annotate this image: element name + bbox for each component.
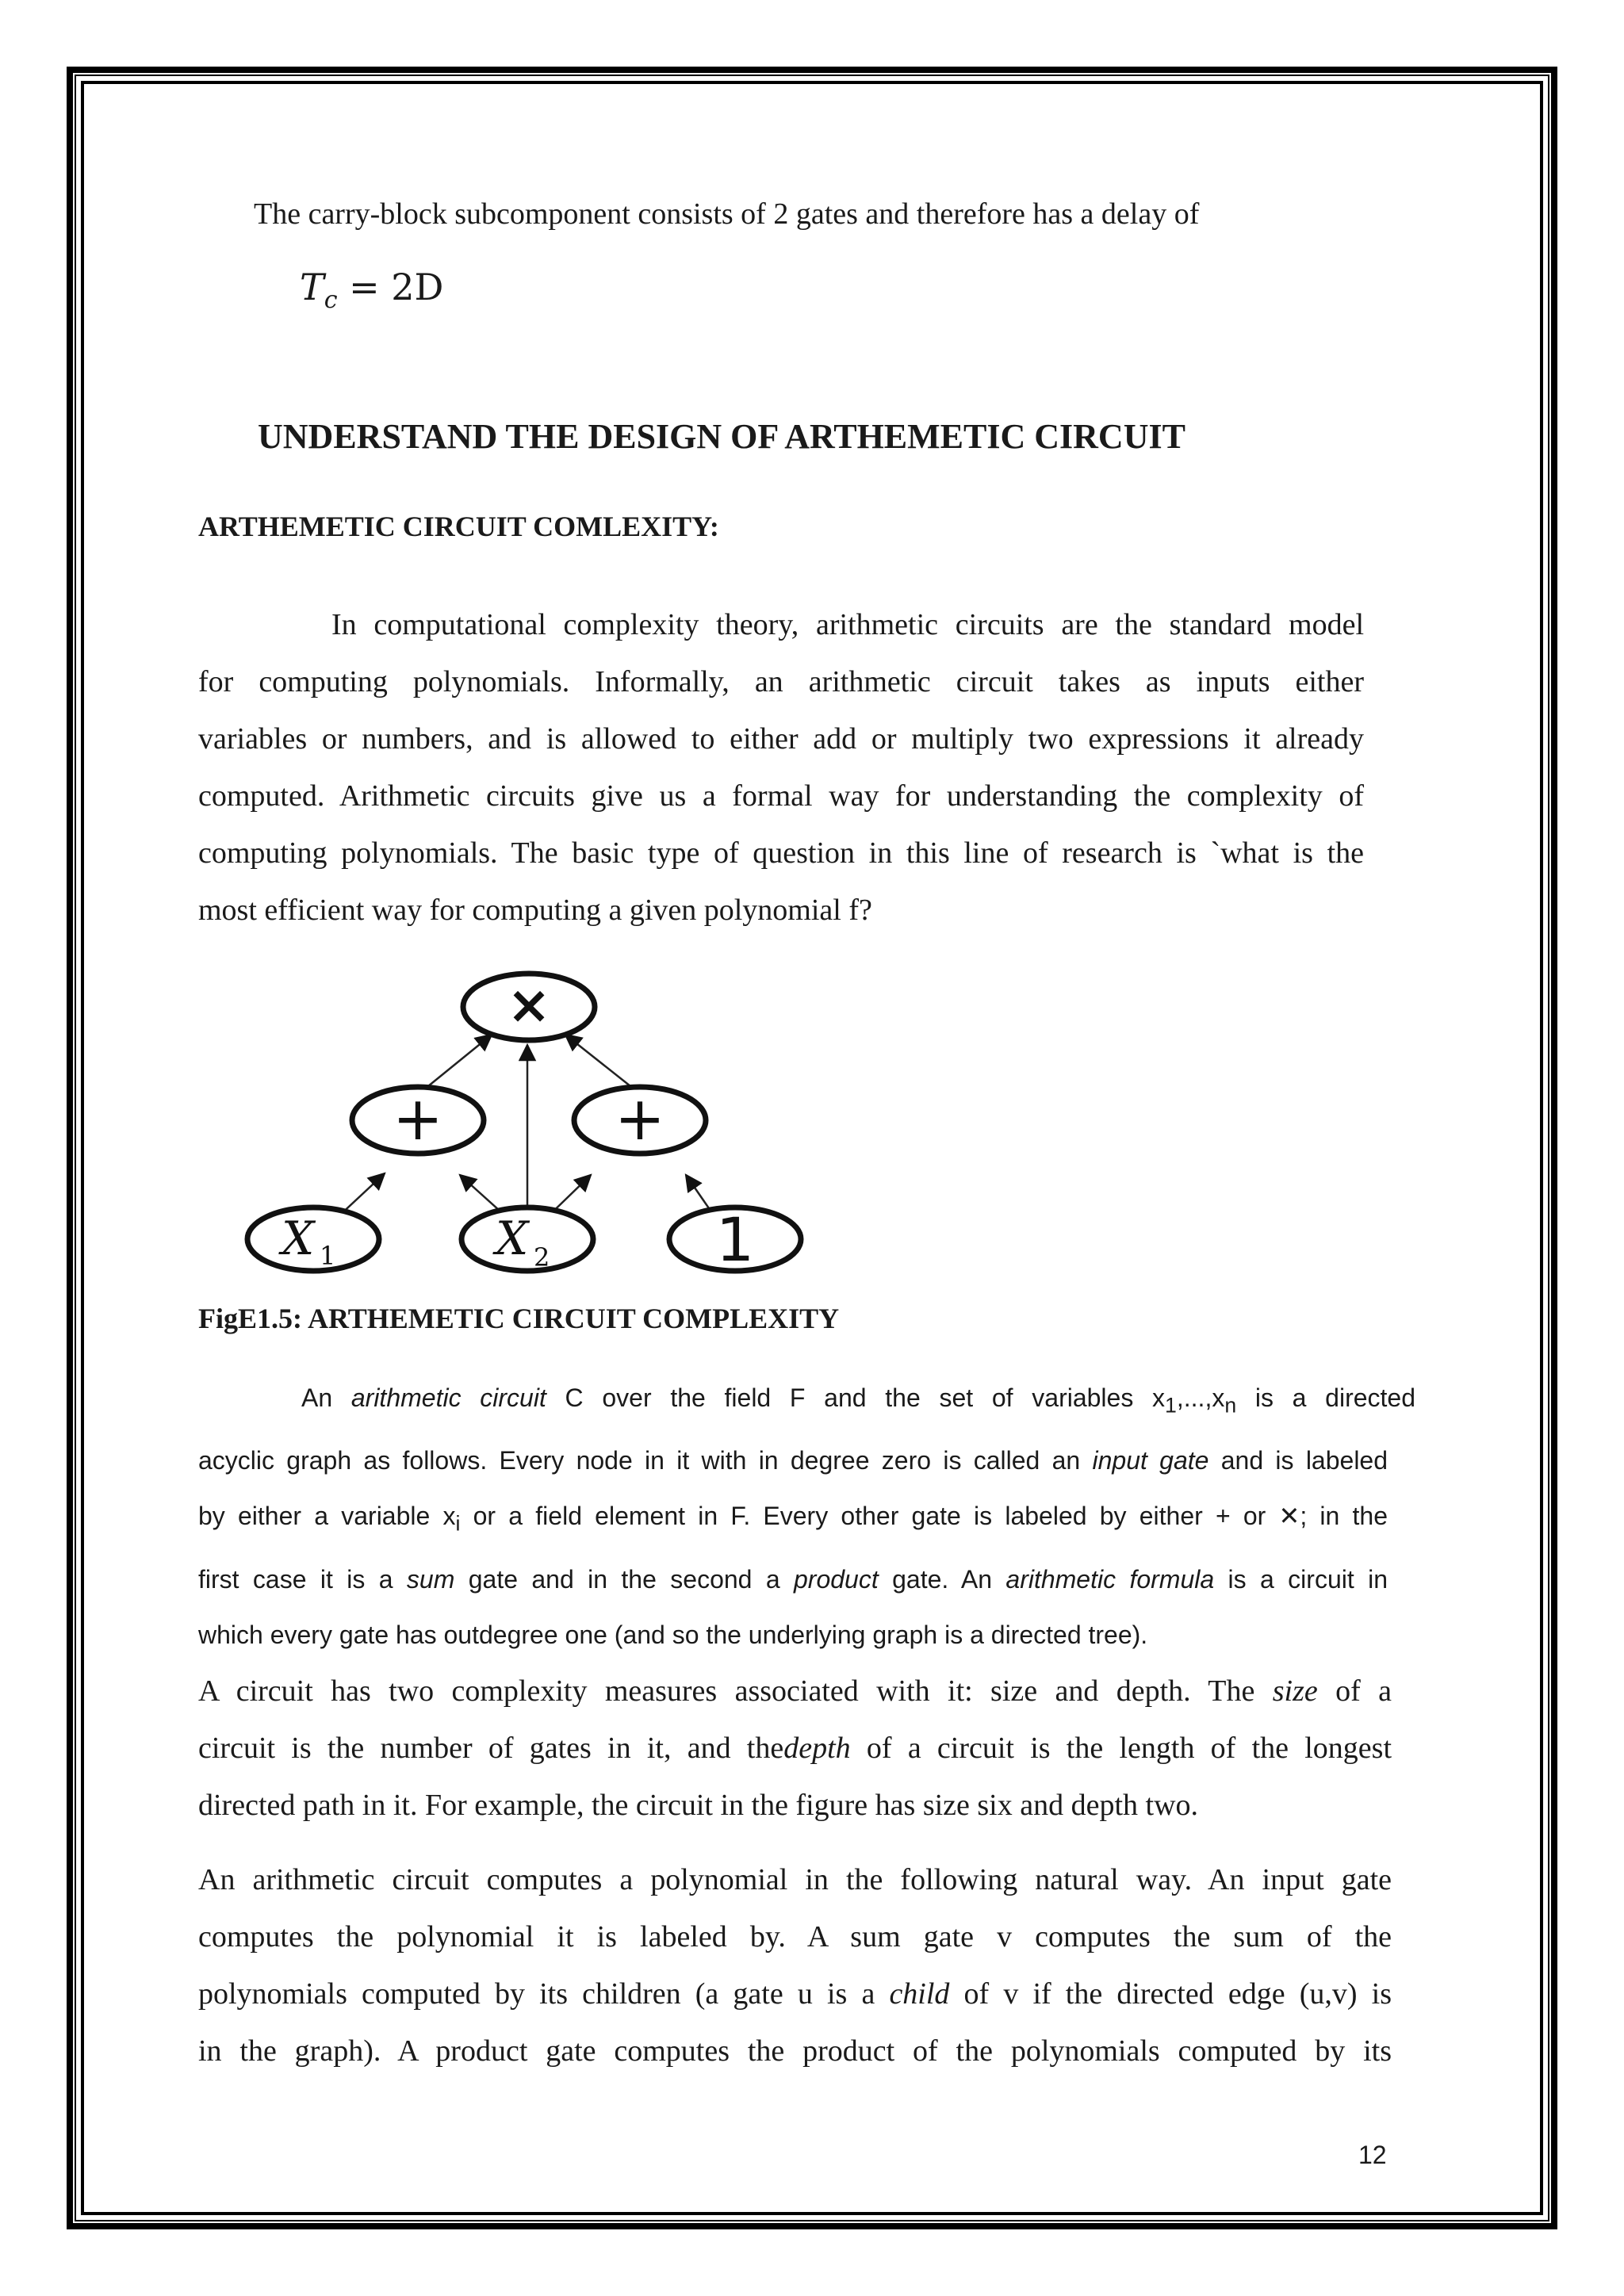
node-x1-subscript: 1: [320, 1241, 336, 1271]
paragraph-computation: An arithmetic circuit computes a polynomial in the following natural way. An input gate computes the polynomial it is labeled by. A sum gate v computes the sum of the polynomials computed by its children (a gate u is a child of v if the directed edge (u,v) is in the graph). A product gate computes the product of the polynomials computed by its: [198, 1863, 1392, 2068]
node-x1-label: X: [282, 1211, 315, 1265]
paragraph-arithmetic-circuits: In computational complexity theory, arithmetic circuits are the standard model for computing polynomials. Informally, an arithmetic circuit takes as inputs either variables or numbers, and is allowed to either add or multiply two expressions it already computed. Arithmetic circuits give us a formal way for understanding the complexity of computing polynomials. The basic type of question in this line of research is `what is the most efficient way for computing a given polynomial f?: [198, 608, 1364, 927]
figure-caption: FigE1.5: ARTHEMETIC CIRCUIT COMPLEXITY: [198, 1303, 840, 1334]
edge-plus-right-times: [565, 1035, 630, 1086]
page-number: 12: [1358, 2141, 1387, 2169]
edge-plus-left-times: [428, 1035, 492, 1086]
node-x2-subscript: 2: [534, 1242, 550, 1272]
node-times-label: ×: [507, 974, 551, 1035]
node-x2-label: X: [496, 1211, 529, 1265]
node-one-label: 1: [715, 1204, 755, 1275]
node-plus-left-label: +: [393, 1083, 443, 1154]
multiply-symbol: ✕: [1278, 1502, 1300, 1531]
paragraph-definition: An arithmetic circuit C over the field F and the set of variables $x_1,...,x_n$ is a directed acyclic graph as follows. Every node in it with in degree zero is called an input gate and is labeled by either a variable $x_i$ or a field element in F. Every other gate is labeled by either + or ✕; in the first case it is a sum gate and in the second a product gate. An arithmetic formula is a circuit in which every gate has outdegree one (and so the underlying graph is a directed tree).: [198, 1383, 1416, 1649]
paragraph-size-depth: A circuit has two complexity measures associated with it: size and depth. The size of a circuit is the number of gates in it, and thedepth of a circuit is the length of the longest directed path in it. For example, the circuit in the figure has size six and depth two.: [198, 1674, 1392, 1822]
delay-formula: $T_c = 2D$: [300, 266, 444, 315]
section-title: UNDERSTAND THE DESIGN OF ARTHEMETIC CIRCUIT: [258, 417, 1185, 456]
node-plus-right-label: +: [615, 1083, 665, 1154]
subsection-title: ARTHEMETIC CIRCUIT COMLEXITY:: [198, 511, 719, 542]
arithmetic-circuit-figure: [234, 967, 837, 1276]
intro-text: The carry-block subcomponent consists of 2 gates and therefore has a delay of: [254, 197, 1200, 231]
